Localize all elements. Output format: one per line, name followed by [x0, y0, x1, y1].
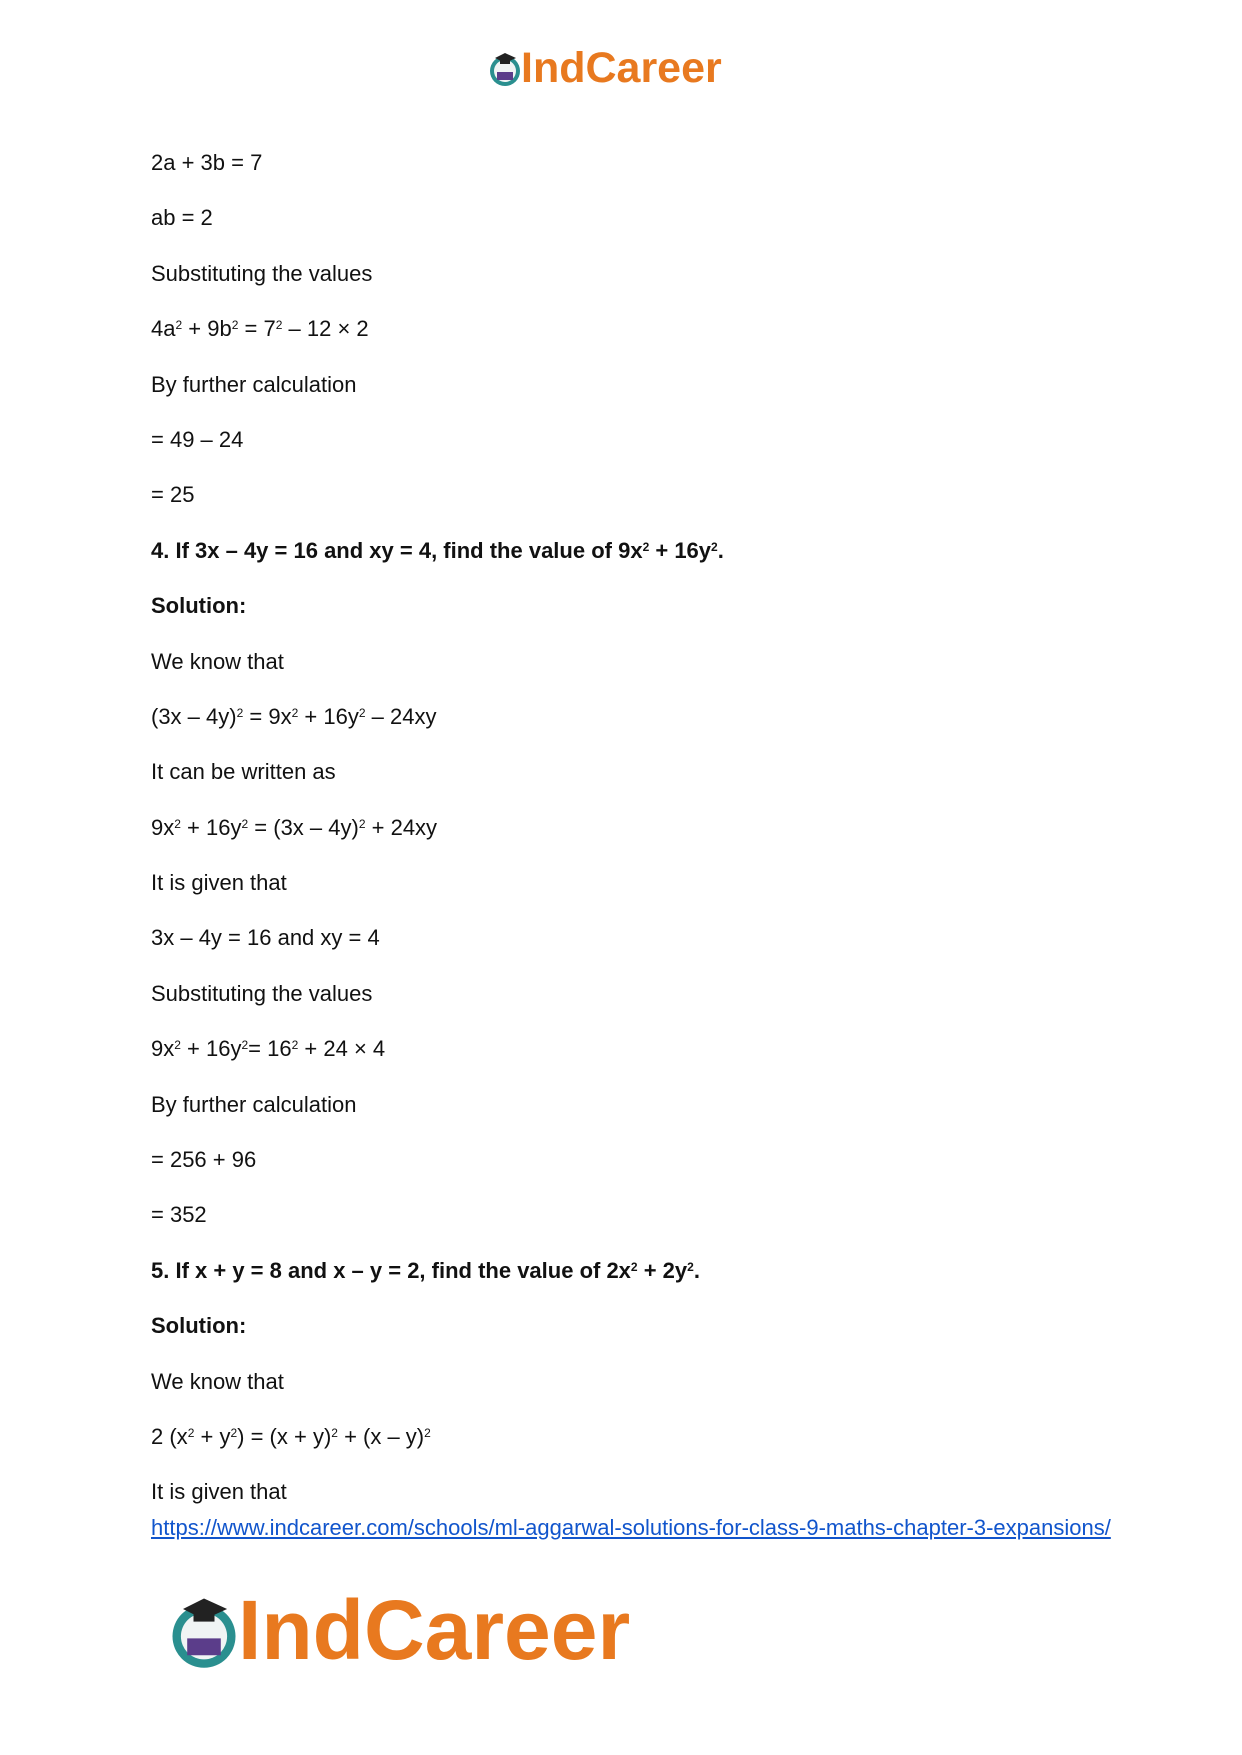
text-line: We know that: [151, 648, 284, 674]
equation-line: $9x^2 + 16y^2= 16^2 + 24 \times 4$: [151, 1036, 386, 1062]
solution-heading: Solution:: [151, 1313, 247, 1339]
text-line: = 49 – 24: [151, 426, 244, 452]
footer-logo: [162, 1582, 631, 1677]
header-logo-text: IndCareer: [521, 43, 722, 92]
text-line: 2a + 3b = 7: [151, 150, 263, 175]
text-line: We know that: [151, 1368, 284, 1394]
footer-logo-text: IndCareer: [238, 1582, 631, 1677]
text-line: It is given that: [151, 870, 287, 896]
text-line: Substituting the values: [151, 980, 373, 1006]
text-line: It can be written as: [151, 759, 336, 785]
text-line: = 256 + 96: [151, 1147, 257, 1173]
solution-content: [151, 146, 1111, 1531]
text-line: Substituting the values: [151, 260, 373, 286]
text-line: It is given that: [151, 1479, 287, 1505]
question-5-heading: 5. If x + y = 8 and x – y = 2, find the value of $2x^2 + 2y^2$.: [151, 1257, 700, 1283]
header-logo: [485, 40, 765, 96]
equation-line: $9x^2 + 16y^2 = (3x - 4y)^2 + 24xy$: [151, 814, 438, 840]
text-line: By further calculation: [151, 371, 357, 397]
solution-heading: Solution:: [151, 593, 247, 619]
equation-line: $(3x - 4y)^2 = 9x^2 + 16y^2 - 24xy$: [151, 703, 437, 729]
text-line: ab = 2: [151, 205, 213, 231]
source-url-link[interactable]: https://www.indcareer.com/schools/ml-aggarwal-solutions-for-class-9-maths-chapter-3-expansions/: [151, 1515, 1111, 1540]
text-line: = 352: [151, 1202, 207, 1228]
equation-line: 2 $(x^2 + y^2) = (x + y)^2 + (x - y)^2$: [151, 1423, 431, 1449]
graduation-cap-globe-icon: [485, 48, 525, 88]
question-4-heading: 4. If 3x – 4y = 16 and xy = 4, find the value of $9x^2 + 16y^2$.: [151, 537, 724, 563]
graduation-cap-globe-icon: [162, 1588, 246, 1672]
text-line: 3x – 4y = 16 and xy = 4: [151, 925, 380, 951]
equation-line: $4a^2 + 9b^2 = 7^2 - 12 \times 2$: [151, 316, 369, 342]
text-line: = 25: [151, 482, 195, 508]
text-line: By further calculation: [151, 1091, 357, 1117]
